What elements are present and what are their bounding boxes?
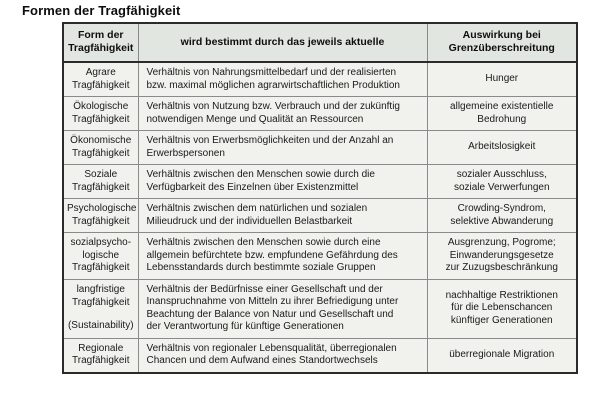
cell-form-0 <box>64 62 138 97</box>
page-title: Formen der Tragfähigkeit <box>22 3 181 18</box>
cell-description-line: bzw. maximal möglichen agrarwirtschaftlichen Produktion <box>146 79 400 91</box>
column-header-form-line: Tragfähigkeit <box>68 42 134 54</box>
column-header-form <box>64 24 138 62</box>
cell-description-line: Chancen und dem Aufwand eines Standortwechsels <box>146 355 378 366</box>
cell-form-1 <box>64 97 138 131</box>
column-header-effect-line: Auswirkung bei <box>462 29 541 41</box>
cell-description-line: Verhältnis von Nahrungsmittelbedarf und der realisierten <box>146 67 397 78</box>
table-header-row <box>64 24 576 62</box>
table-body <box>64 62 576 372</box>
cell-form-line: Ökologische <box>73 101 129 112</box>
cell-effect-5 <box>427 233 576 280</box>
column-header-effect <box>427 24 576 62</box>
cell-form-line: Tragfähigkeit <box>72 79 130 91</box>
cell-description-line: allgemein befürchtete bzw. empfundene Gefährdung des <box>146 249 398 261</box>
cell-description-line: Verhältnis zwischen den Menschen sowie durch die <box>146 169 375 180</box>
cell-effect-line: Bedrohung <box>477 113 527 125</box>
cell-effect-line: sozialer Ausschluss, <box>456 169 547 180</box>
cell-effect-4 <box>427 199 576 233</box>
table-row <box>64 62 576 97</box>
cell-effect-6 <box>427 279 576 338</box>
cell-effect-line: allgemeine existentielle <box>450 101 554 112</box>
cell-description-line: Verhältnis zwischen dem natürlichen und sozialen <box>146 203 368 214</box>
cell-form-line: Psychologische <box>67 203 137 214</box>
cell-form-line: Tragfähigkeit <box>72 215 130 227</box>
cell-form-2 <box>64 131 138 165</box>
cell-description-line: Verhältnis von regionaler Lebensqualität, überregionalen <box>146 342 397 354</box>
cell-effect-line: soziale Verwerfungen <box>453 181 550 193</box>
cell-description-line: Verhältnis von Erwerbsmöglichkeiten und der Anzahl an <box>146 135 394 146</box>
column-header-form-line: Form der <box>77 29 124 41</box>
cell-effect-line: zur Zuzugsbeschränkung <box>445 262 558 273</box>
cell-form-line: Tragfähigkeit <box>72 296 130 308</box>
cell-description-line: Verfügbarkeit des Einzelnen über Existenzmittel <box>146 181 359 193</box>
cell-form-3 <box>64 165 138 199</box>
cell-form-line: Agrare <box>85 67 116 78</box>
cell-effect-line: Crowding-Syndrom, <box>457 203 546 214</box>
cell-description-line: Inanspruchnahme von Mitteln zu ihrer Befriedigung unter <box>146 296 399 307</box>
table-row <box>64 97 576 131</box>
cell-description-6 <box>138 279 427 338</box>
cell-effect-7 <box>427 338 576 372</box>
cell-form-line: Tragfähigkeit <box>72 147 130 159</box>
cell-form-4 <box>64 199 138 233</box>
cell-description-line: Erwerbspersonen <box>146 147 225 159</box>
cell-description-line: Verhältnis von Nutzung bzw. Verbrauch und der zukünftig <box>146 101 400 112</box>
cell-effect-0 <box>427 62 576 97</box>
cell-form-line: Tragfähigkeit <box>72 113 130 125</box>
cell-effect-line: selektive Abwanderung <box>450 215 554 227</box>
cell-form-line: Tragfähigkeit <box>72 355 130 366</box>
tragfaehigkeit-table-container <box>62 22 578 374</box>
cell-form-line: Tragfähigkeit <box>72 262 130 273</box>
cell-effect-line: künftiger Generationen <box>450 314 553 326</box>
cell-effect-line: für die Lebenschancen <box>451 302 553 314</box>
cell-description-line: notwendigen Menge und Qualität an Ressourcen <box>146 113 364 125</box>
table-row <box>64 279 576 338</box>
cell-description-0 <box>138 62 427 97</box>
cell-description-4 <box>138 199 427 233</box>
table-row <box>64 131 576 165</box>
column-header-effect-line: Grenzüberschreitung <box>448 42 555 54</box>
cell-form-line: Soziale <box>84 169 118 180</box>
cell-description-line: Verhältnis zwischen den Menschen sowie durch eine <box>146 237 381 248</box>
column-header-determined-by <box>138 24 427 62</box>
cell-effect-line: Ausgrenzung, Pogrome; <box>447 237 556 248</box>
cell-form-6 <box>64 279 138 338</box>
table-header <box>64 24 576 62</box>
cell-effect-line: überregionale Migration <box>449 348 555 360</box>
cell-form-line: Ökonomische <box>70 135 132 146</box>
cell-effect-1 <box>427 97 576 131</box>
cell-form-spacer <box>67 309 135 320</box>
cell-description-2 <box>138 131 427 165</box>
table-row <box>64 233 576 280</box>
table-row <box>64 199 576 233</box>
cell-description-line: Lebensstandards durch bestimmte soziale Gruppen <box>146 262 376 273</box>
tragfaehigkeit-table <box>64 24 576 372</box>
cell-description-3 <box>138 165 427 199</box>
cell-form-line: sozialpsycho- <box>70 237 132 248</box>
cell-form-5 <box>64 233 138 280</box>
cell-form-line: (Sustainability) <box>67 320 134 332</box>
cell-description-1 <box>138 97 427 131</box>
cell-form-line: Regionale <box>78 342 124 354</box>
cell-effect-line: Hunger <box>485 73 519 85</box>
cell-effect-line: nachhaltige Restriktionen <box>445 289 558 301</box>
table-row <box>64 165 576 199</box>
table-row <box>64 338 576 372</box>
cell-effect-2 <box>427 131 576 165</box>
cell-effect-3 <box>427 165 576 199</box>
cell-description-line: der Verantwortung für künftige Generationen <box>146 321 344 332</box>
cell-description-5 <box>138 233 427 280</box>
cell-effect-line: Einwanderungsgesetze <box>449 249 554 261</box>
cell-form-line: Tragfähigkeit <box>72 181 130 193</box>
cell-form-line: logische <box>82 249 120 261</box>
cell-form-7 <box>64 338 138 372</box>
cell-description-7 <box>138 338 427 372</box>
column-header-determined-by-line: wird bestimmt durch das jeweils aktuelle <box>180 35 385 48</box>
cell-description-line: Milieudruck und der individuellen Belastbarkeit <box>146 215 353 227</box>
cell-description-line: Beachtung der Balance von Natur und Gesellschaft und <box>146 308 394 320</box>
cell-description-line: Verhältnis der Bedürfnisse einer Gesellschaft und der <box>146 283 383 295</box>
cell-form-line: langfristige <box>76 284 125 296</box>
cell-effect-line: Arbeitslosigkeit <box>468 141 536 153</box>
